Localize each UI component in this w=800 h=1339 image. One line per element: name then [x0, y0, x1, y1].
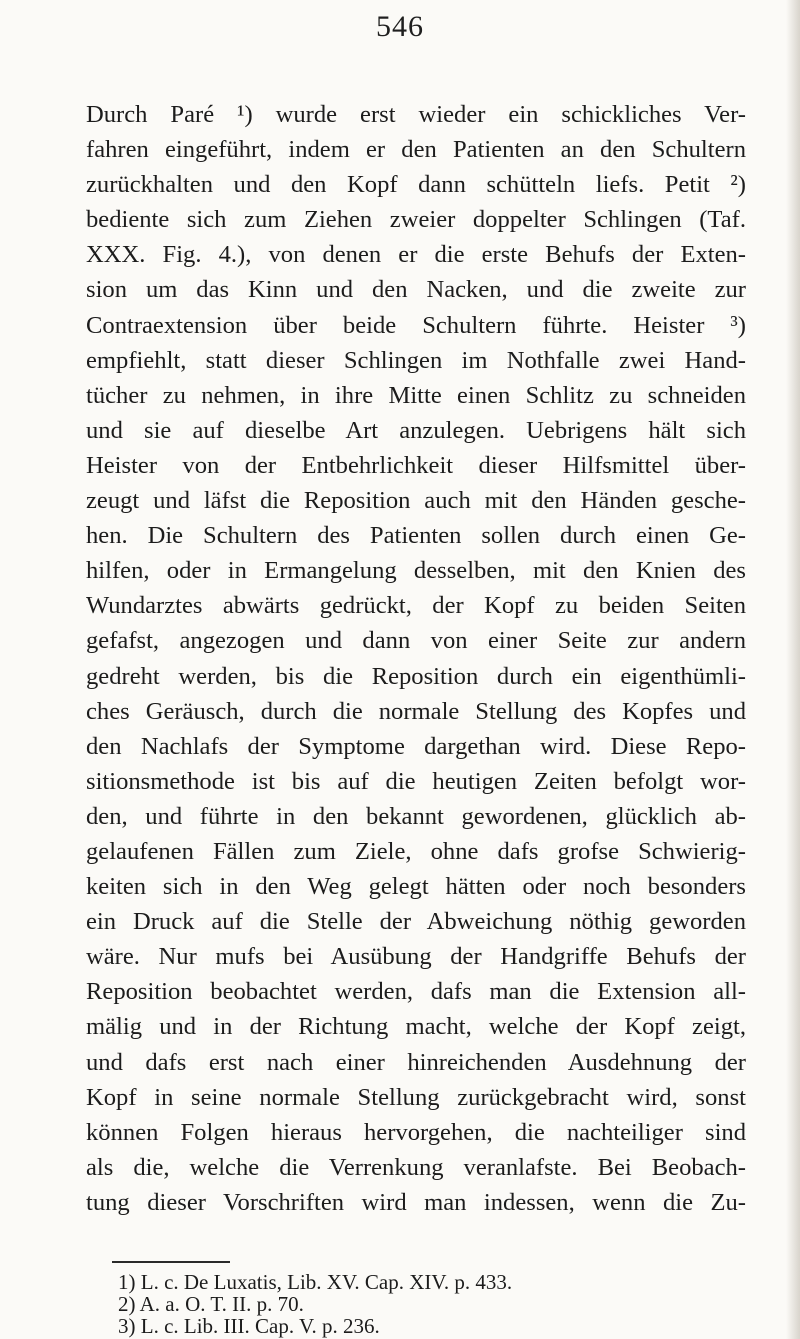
- text-line: zeugt und läfst die Reposition auch mit den Händen gesche-: [86, 487, 746, 515]
- text-line: Durch Paré ¹) wurde erst wieder ein schickliches Ver-: [86, 101, 746, 128]
- text-line: bediente sich zum Ziehen zweier doppelter Schlingen (Taf.: [86, 206, 746, 234]
- page-edge-shadow: [786, 0, 800, 1339]
- text-line: ein Druck auf die Stelle der Abweichung nöthig geworden: [86, 908, 746, 936]
- page-number: 546: [376, 10, 424, 43]
- text-line: und dafs erst nach einer hinreichenden Ausdehnung der: [86, 1048, 746, 1076]
- text-line: gelaufenen Fällen zum Ziele, ohne dafs grofse Schwierig-: [86, 837, 746, 865]
- text-line: sion um das Kinn und den Nacken, und die zweite zur: [86, 276, 746, 304]
- text-line: den Nachlafs der Symptome dargethan wird. Diese Repo-: [86, 732, 746, 760]
- text-line: hilfen, oder in Ermangelung desselben, mit den Knien des: [86, 557, 746, 585]
- text-line: Kopf in seine normale Stellung zurückgebracht wird, sonst: [86, 1083, 746, 1111]
- text-line: XXX. Fig. 4.), von denen er die erste Behufs der Exten-: [86, 241, 746, 269]
- text-line: können Folgen hieraus hervorgehen, die nachteiliger sind: [86, 1118, 746, 1146]
- footnote: 2) A. a. O. T. II. p. 70.: [118, 1292, 304, 1316]
- text-line: Contraextension über beide Schultern führte. Heister ³): [86, 311, 746, 339]
- text-line: gedreht werden, bis die Reposition durch ein eigenthümli-: [86, 662, 746, 690]
- text-line: tung dieser Vorschriften wird man indessen, wenn die Zu-: [86, 1188, 746, 1216]
- footnote-separator: [112, 1261, 230, 1263]
- text-line: ches Geräusch, durch die normale Stellung des Kopfes und: [86, 697, 746, 725]
- text-line: Reposition beobachtet werden, dafs man die Extension all-: [86, 978, 746, 1006]
- footnote: 3) L. c. Lib. III. Cap. V. p. 236.: [118, 1314, 380, 1338]
- text-line: empfiehlt, statt dieser Schlingen im Nothfalle zwei Hand-: [86, 346, 746, 374]
- text-line: gefafst, angezogen und dann von einer Seite zur andern: [86, 627, 746, 655]
- text-line: mälig und in der Richtung macht, welche der Kopf zeigt,: [86, 1013, 746, 1041]
- text-line: keiten sich in den Weg gelegt hätten oder noch besonders: [86, 873, 746, 901]
- footnotes: [118, 1271, 678, 1337]
- text-line: den, und führte in den bekannt gewordenen, glücklich ab-: [86, 802, 746, 830]
- text-line: als die, welche die Verrenkung veranlafste. Bei Beobach-: [86, 1153, 746, 1181]
- text-line: hen. Die Schultern des Patienten sollen durch einen Ge-: [86, 522, 746, 550]
- text-line: wäre. Nur mufs bei Ausübung der Handgriffe Behufs der: [86, 943, 746, 971]
- text-line: Heister von der Entbehrlichkeit dieser Hilfsmittel über-: [86, 451, 746, 479]
- text-line: und sie auf dieselbe Art anzulegen. Uebrigens hält sich: [86, 416, 746, 444]
- footnote: 1) L. c. De Luxatis, Lib. XV. Cap. XIV. p. 433.: [118, 1270, 513, 1294]
- text-line: sitionsmethode ist bis auf die heutigen Zeiten befolgt wor-: [86, 767, 746, 795]
- text-line: zurückhalten und den Kopf dann schütteln liefs. Petit ²): [86, 171, 746, 199]
- text-line: fahren eingeführt, indem er den Patienten an den Schultern: [86, 136, 746, 164]
- text-line: tücher zu nehmen, in ihre Mitte einen Schlitz zu schneiden: [86, 381, 746, 409]
- text-line: Wundarztes abwärts gedrückt, der Kopf zu beiden Seiten: [86, 592, 746, 620]
- body-text: [86, 97, 746, 1220]
